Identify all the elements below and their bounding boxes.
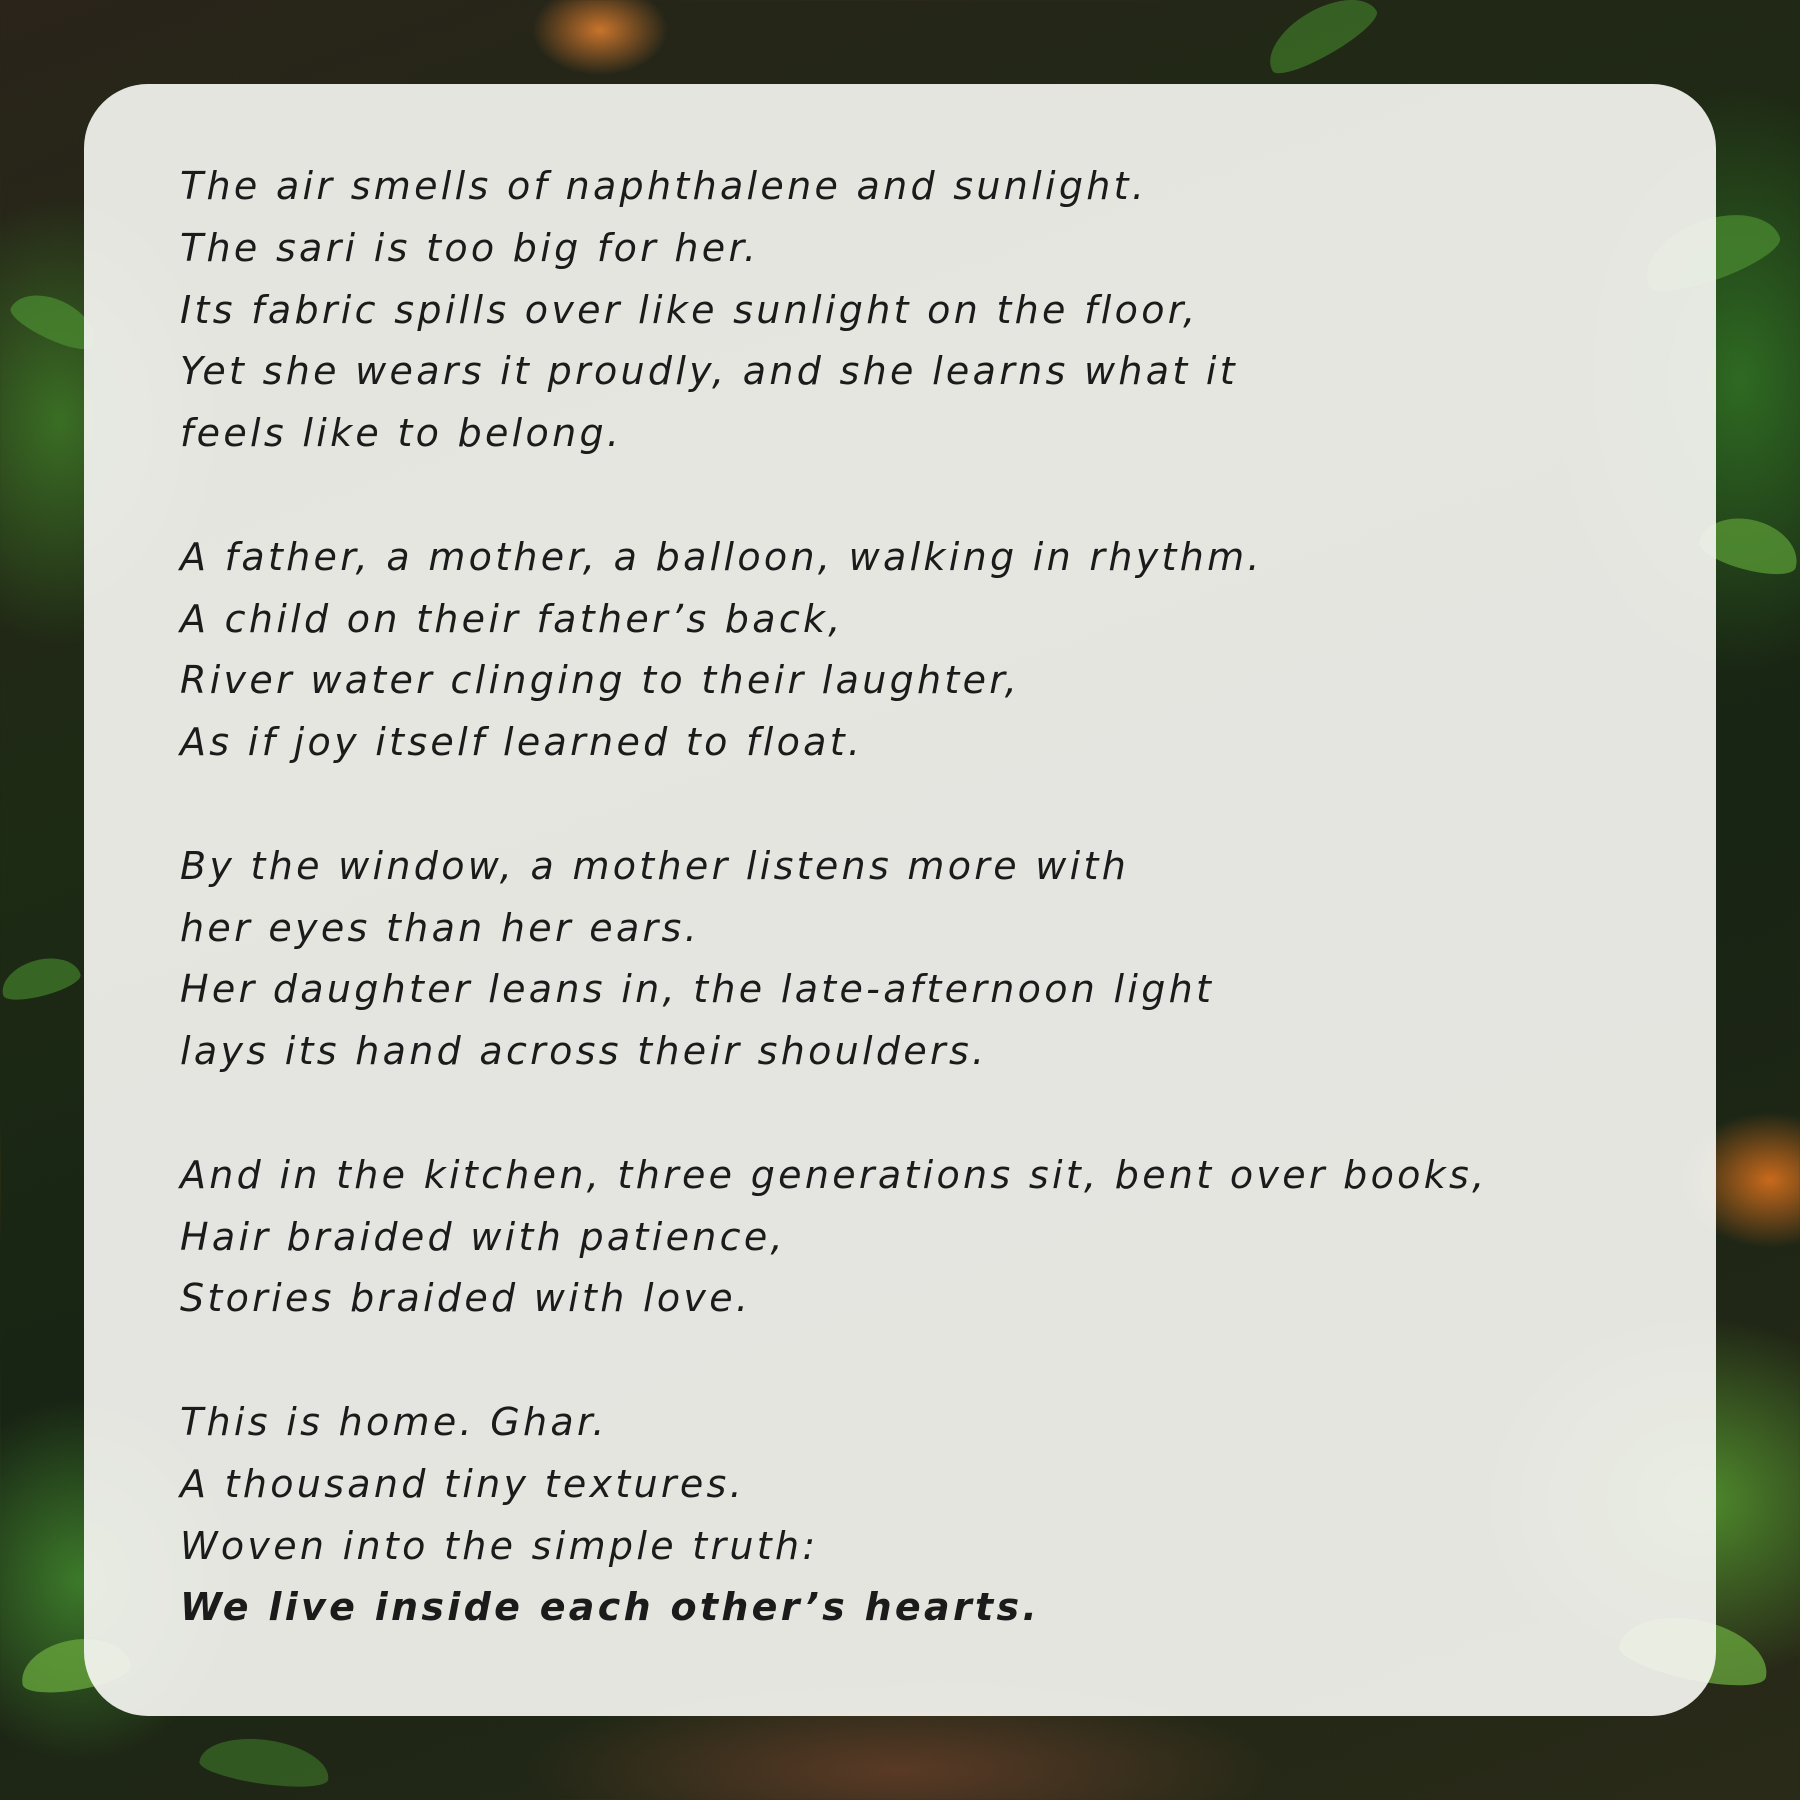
- poem-line: By the window, a mother listens more with: [180, 843, 1130, 888]
- poem-line: Hair braided with patience,: [180, 1214, 786, 1259]
- poem-line: Woven into the simple truth:: [180, 1523, 819, 1568]
- poem-closing-line: We live inside each other’s hearts.: [180, 1585, 1041, 1630]
- poem-line: Yet she wears it proudly, and she learns what it: [180, 349, 1238, 394]
- poem-line: Its fabric spills over like sunlight on the floor,: [180, 287, 1199, 332]
- poem-line: As if joy itself learned to float.: [180, 720, 864, 765]
- background-leaf: [1257, 0, 1384, 83]
- poem-stanza: [180, 1145, 1716, 1330]
- poem-line: Stories braided with love.: [180, 1276, 752, 1321]
- poem-card: [84, 84, 1716, 1716]
- poem-line: A thousand tiny textures.: [180, 1461, 745, 1506]
- poem-line: A child on their father’s back,: [180, 596, 844, 641]
- poem-text: [180, 156, 1716, 1639]
- poem-line: This is home. Ghar.: [180, 1399, 608, 1444]
- poem-line: lays its hand across their shoulders.: [180, 1029, 988, 1074]
- poem-stanza: [180, 156, 1716, 465]
- poem-line: her eyes than her ears.: [180, 905, 700, 950]
- poem-stanza: [180, 836, 1716, 1083]
- poem-line: The sari is too big for her.: [180, 225, 760, 270]
- background-leaf: [198, 1731, 333, 1793]
- poem-stanza: [180, 527, 1716, 774]
- poem-line: Her daughter leans in, the late-afternoon light: [180, 967, 1215, 1012]
- poem-line: A father, a mother, a balloon, walking in rhythm.: [180, 534, 1263, 579]
- poem-line: And in the kitchen, three generations sit, bent over books,: [180, 1152, 1488, 1197]
- poem-line: The air smells of naphthalene and sunlight.: [180, 164, 1148, 208]
- poem-stanza: [180, 1392, 1716, 1639]
- poem-line: feels like to belong.: [180, 411, 623, 456]
- poem-line: River water clinging to their laughter,: [180, 658, 1021, 703]
- background-leaf: [0, 950, 83, 1005]
